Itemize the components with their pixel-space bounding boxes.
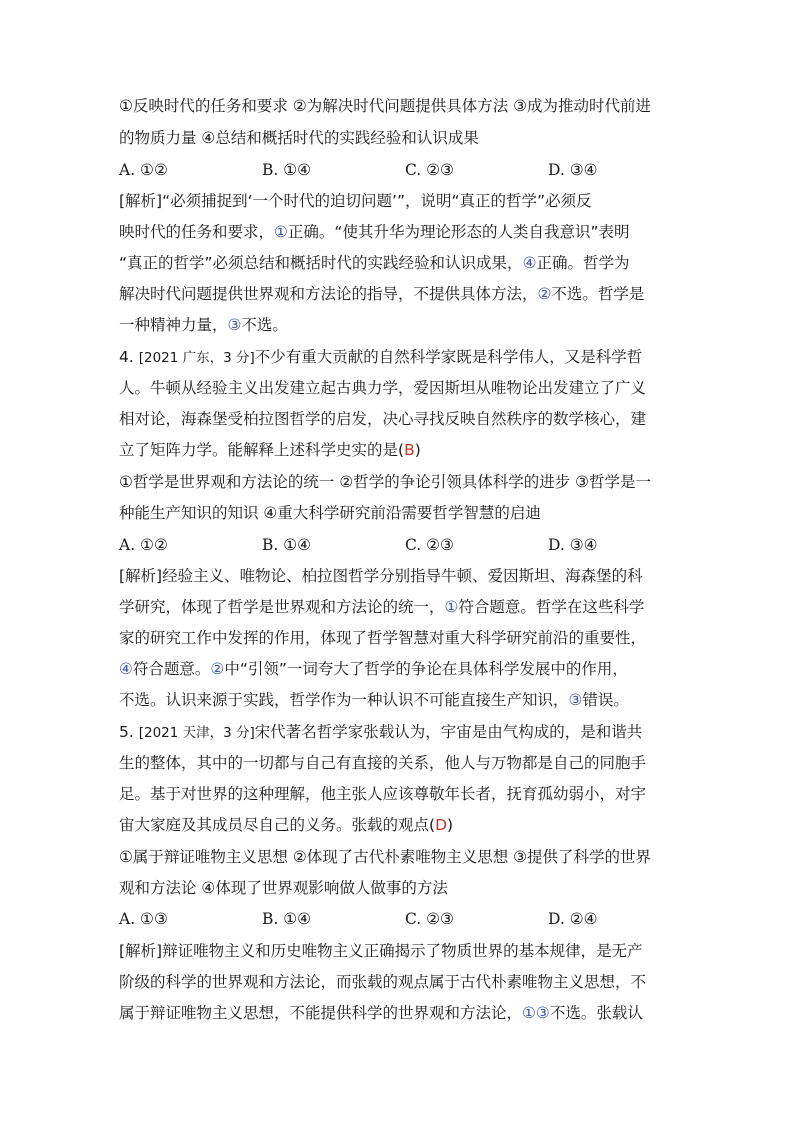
q4-answer: B: [404, 441, 415, 459]
q4-option-b: B. ①④: [262, 536, 312, 554]
q4-options: [119, 535, 679, 555]
q3-analysis-marker: ②: [537, 285, 552, 303]
q5-options: [119, 909, 679, 929]
q3-analysis-marker: ①: [274, 223, 288, 241]
q4-analysis-marker: ①: [444, 598, 459, 616]
q3-analysis-line-5: 一种精神力量，③不选。: [119, 316, 288, 334]
q5-analysis-line-3: 属于辩证唯物主义思想，不能提供科学的世界观和方法论，①③不选。张载认: [119, 1004, 643, 1022]
q3-statements-line-2: 的物质力量 ④总结和概括时代的实践经验和认识成果: [119, 129, 479, 147]
q4-analysis-line-2: 学研究，体现了哲学是世界观和方法论的统一，①符合题意。哲学在这些科学: [119, 598, 645, 616]
q4-analysis-line-4: ④符合题意。②中“引领”一词夸大了哲学的争论在具体科学发展中的作用，: [119, 660, 628, 678]
q5-stem-line-1: 5. [2021 天津，3 分]宋代著名哲学家张载认为，宇宙是由气构成的，是和谐共: [119, 723, 643, 741]
q3-statements-line-1: ①反映时代的任务和要求 ②为解决时代问题提供具体方法 ③成为推动时代前进: [119, 97, 652, 115]
q4-analysis-line-5: 不选。认识来源于实践，哲学作为一种认识不可能直接生产知识，③错误。: [119, 691, 629, 709]
q4-analysis-line-1: [解析]经验主义、唯物论、柏拉图哲学分别指导牛顿、爱因斯坦、海森堡的科: [119, 567, 643, 585]
q4-analysis-marker: ④: [119, 660, 133, 678]
q4-source-tag: [2021 广东，3 分]: [138, 350, 255, 366]
q5-option-b: B. ①④: [262, 910, 312, 928]
q5-source-tag: [2021 天津，3 分]: [138, 725, 255, 741]
q4-statements-line-2: 种能生产知识的知识 ④重大科学研究前沿需要哲学智慧的启迪: [119, 504, 541, 522]
q5-stem-line-3: 足。基于对世界的这种理解，他主张人应该尊敬年长者，抚育孤幼弱小，对宇: [119, 785, 647, 803]
q4-analysis-marker: ②: [210, 660, 225, 678]
q5-stem-line-2: 生的整体，其中的一切都与自己有直接的关系，他人与万物都是自己的同胞手: [119, 754, 647, 772]
q4-number: 4.: [119, 348, 139, 366]
q5-analysis-line-2: 阶级的科学的世界观和方法论，而张载的观点属于古代朴素唯物主义思想，不: [119, 973, 647, 991]
q3-analysis-line-2: 映时代的任务和要求，①正确。“使其升华为理论形态的人类自我意识”表明: [119, 223, 630, 241]
q5-option-a: A. ①③: [119, 910, 168, 928]
q4-stem-line-2: 人。牛顿从经验主义出发建立起古典力学，爱因斯坦从唯物论出发建立了广义: [119, 379, 647, 397]
q3-option-a: A. ①②: [119, 161, 168, 179]
q3-option-d: D. ③④: [548, 161, 598, 179]
q3-options: [119, 160, 679, 180]
q3-option-c: C. ②③: [405, 161, 454, 179]
q4-option-a: A. ①②: [119, 536, 168, 554]
q5-answer: D: [435, 816, 447, 834]
q3-analysis-line-1: [解析]“必须捕捉到‘一个时代的迫切问题’”，说明“真正的哲学”必须反: [119, 192, 592, 210]
q5-statements-line-1: ①属于辩证唯物主义思想 ②体现了古代朴素唯物主义思想 ③提供了科学的世界: [119, 848, 652, 866]
q5-statements-line-2: 观和方法论 ④体现了世界观影响做人做事的方法: [119, 879, 448, 897]
q5-analysis-marker: ①③: [522, 1004, 550, 1022]
q5-stem-line-4: 宙大家庭及其成员尽自己的义务。张载的观点(D): [119, 816, 454, 834]
q3-analysis-line-4: 解决时代问题提供世界观和方法论的指导，不提供具体方法，②不选。哲学是: [119, 285, 645, 303]
q5-analysis-line-1: [解析]辩证唯物主义和历史唯物主义正确揭示了物质世界的基本规律，是无产: [119, 942, 643, 960]
q4-option-d: D. ③④: [548, 536, 598, 554]
q4-stem-line-4: 立了矩阵力学。能解释上述科学史实的是(B): [119, 441, 421, 459]
q4-stem-line-1: 4. [2021 广东，3 分]不少有重大贡献的自然科学家既是科学伟人，又是科学哲: [119, 348, 643, 366]
q4-statements-line-1: ①哲学是世界观和方法论的统一 ②哲学的争论引领具体科学的进步 ③哲学是一: [119, 473, 652, 491]
q4-option-c: C. ②③: [405, 536, 454, 554]
q5-option-d: D. ②④: [548, 910, 598, 928]
q4-analysis-line-3: 家的研究工作中发挥的作用，体现了哲学智慧对重大科学研究前沿的重要性，: [119, 629, 647, 647]
q5-option-c: C. ②③: [405, 910, 454, 928]
q3-analysis-line-3: “真正的哲学”必须总结和概括时代的实践经验和认识成果，④正确。哲学为: [119, 254, 630, 272]
q4-stem-line-3: 相对论，海森堡受柏拉图哲学的启发，决心寻找反映自然秩序的数学核心，建: [119, 410, 647, 428]
q5-number: 5.: [119, 723, 139, 741]
q3-analysis-marker: ③: [227, 316, 242, 334]
q3-option-b: B. ①④: [262, 161, 312, 179]
q3-analysis-marker: ④: [522, 254, 537, 272]
q4-analysis-marker: ③: [568, 691, 583, 709]
